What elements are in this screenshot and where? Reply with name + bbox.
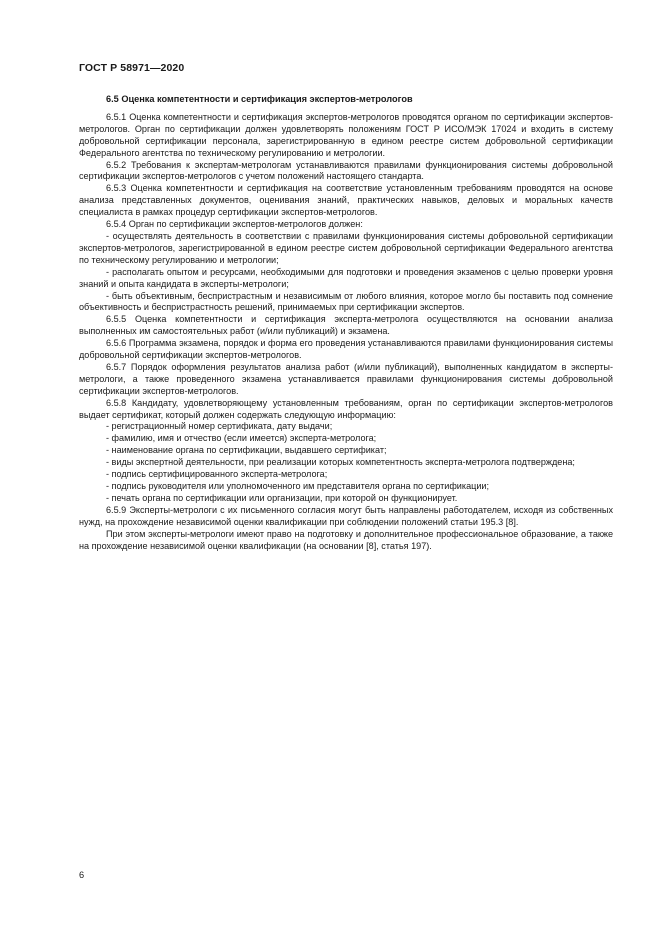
list-item: - располагать опытом и ресурсами, необходимыми для подготовки и проведения экзаменов с целью проверки уровня знаний и опыта кандидата в эксперты-метрологи;	[79, 266, 613, 289]
document-body	[79, 94, 613, 552]
paragraph: 6.5.2 Требования к экспертам-метрологам устанавливаются правилами функционирования системы добровольной сертификации экспертов-метрологов с учетом положений настоящего стандарта.	[79, 159, 613, 182]
paragraph: 6.5.1 Оценка компетентности и сертификация экспертов-метрологов проводятся органом по сертификации экспертов-метрологов. Орган по сертификации должен удовлетворять положениям ГОСТ Р ИСО/МЭК 17024 и входить в систему добровольной сертификации персонала, зарегистрированную в едином реестре систем добровольной сертификации Федерального агентства по техническому регулированию и метрологии.	[79, 111, 613, 158]
page-number: 6	[79, 870, 85, 880]
list-item: - печать органа по сертификации или организации, при которой он функционирует.	[106, 492, 458, 503]
list-item: - быть объективным, беспристрастным и независимым от любого влияния, которое могло бы поставить под сомнение объективность и беспристрастность решений, принимаемых при сертификации экспертов.	[79, 290, 613, 313]
list-item: - осуществлять деятельность в соответствии с правилами функционирования системы добровольной сертификации экспертов-метрологов, зарегистрированной в едином реестре систем добровольной сертификации Федерального агентства по техническому регулированию и метрологии;	[79, 230, 613, 265]
list-item: - регистрационный номер сертификата, дату выдачи;	[106, 421, 333, 432]
paragraph: 6.5.3 Оценка компетентности и сертификация на соответствие установленным требованиям проводятся на основе анализа представленных документов, оценивания знаний, практических навыков, деловых и моральных качеств специалиста в рамках процедур сертификации экспертов-метрологов.	[79, 183, 613, 218]
list-item: - подпись сертифицированного эксперта-метролога;	[106, 469, 328, 480]
paragraph: 6.5.8 Кандидату, удовлетворяющему установленным требованиям, орган по сертификации экспертов-метрологов выдает сертификат, который должен содержать следующую информацию:	[79, 397, 613, 420]
paragraph: При этом эксперты-метрологи имеют право на подготовку и дополнительное профессиональное образование, а также на прохождение независимой оценки квалификации (на основании [8], статья 197).	[79, 528, 613, 551]
section-title: 6.5 Оценка компетентности и сертификация экспертов-метрологов	[106, 94, 413, 104]
list-item: - подпись руководителя или уполномоченного им представителя органа по сертификации;	[106, 481, 490, 491]
document-header: ГОСТ Р 58971—2020	[79, 62, 185, 74]
paragraph: 6.5.9 Эксперты-метрологи с их письменного согласия могут быть направлены работодателем, исходя из собственных нужд, на прохождение независимой оценки квалификации при соблюдении положений статьи 195.3 [8].	[79, 504, 613, 527]
list-item: - виды экспертной деятельности, при реализации которых компетентность эксперта-метролога подтверждена;	[106, 457, 575, 468]
list-item: - наименование органа по сертификации, выдавшего сертификат;	[106, 445, 387, 456]
paragraph: 6.5.4 Орган по сертификации экспертов-метрологов должен:	[106, 219, 363, 230]
paragraph: 6.5.6 Программа экзамена, порядок и форма его проведения устанавливаются правилами функционирования системы добровольной сертификации экспертов-метрологов.	[79, 338, 613, 361]
list-item: - фамилию, имя и отчество (если имеется) эксперта-метролога;	[106, 433, 377, 444]
paragraph: 6.5.7 Порядок оформления результатов анализа работ (и/или публикаций), выполненных кандидатом в эксперты-метрологи, а также проведенного экзамена устанавливается правилами функционирования системы добровольной сертификации экспертов-метрологов.	[79, 361, 613, 396]
paragraph: 6.5.5 Оценка компетентности и сертификация эксперта-метролога осуществляются на основании анализа выполненных им самостоятельных работ (и/или публикаций) и экзамена.	[79, 314, 613, 337]
